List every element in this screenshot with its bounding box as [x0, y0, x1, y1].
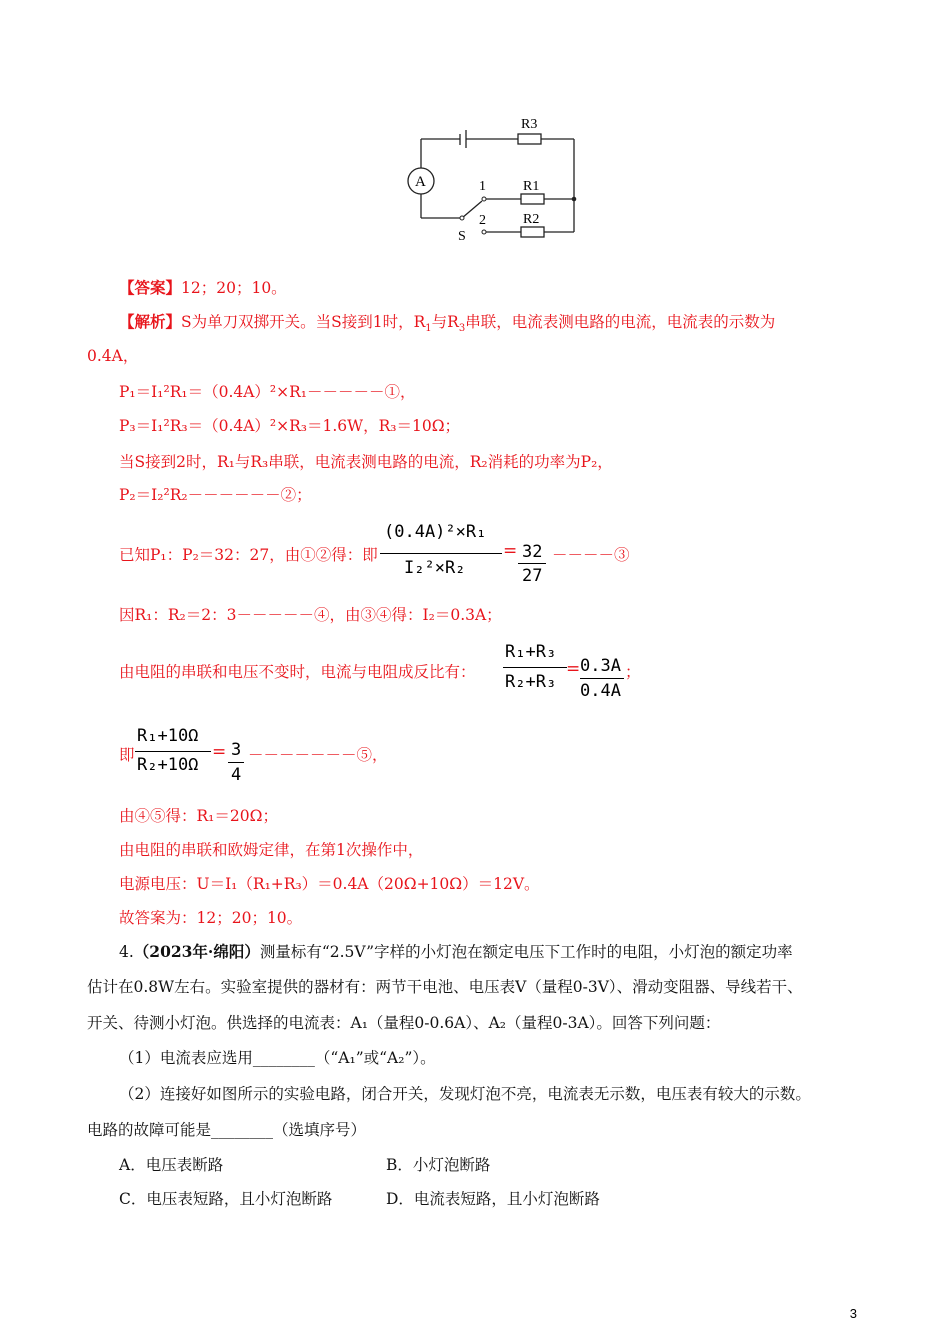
ohm-law-text: 由电阻的串联和欧姆定律，在第1次操作中， — [119, 841, 424, 859]
question4-line2: 估计在0.8W左右。实验室提供的器材有：两节干电池、电压表V（量程0-3V）、滑动变阻器、导线若干、 — [87, 978, 803, 996]
fraction-1-numerator: (0.4A)²×R₁ — [384, 522, 487, 542]
switch-label: S — [458, 229, 466, 243]
ratio-line: 因R₁：R₂＝2：3－－－－－④，由③④得：I₂＝0.3A； — [119, 606, 502, 624]
fraction-2-rhs-bar — [580, 678, 624, 679]
question4-number: 4. — [119, 943, 134, 961]
fraction-1-bar — [380, 553, 502, 554]
fraction-2-suffix: ； — [625, 663, 641, 681]
equals-sign-1: = — [503, 541, 518, 561]
fraction-3-suffix: －－－－－－－⑤， — [248, 746, 388, 764]
question4-sub1: （1）电流表应选用________（“A₁”或“A₂”）。 — [119, 1049, 436, 1067]
fraction-3-denominator: R₂+10Ω — [137, 755, 199, 775]
analysis-intro-b: 与R — [431, 313, 459, 331]
option-a: A．电压表断路 — [119, 1156, 224, 1174]
fraction-2-denominator: R₂+R₃ — [505, 672, 557, 692]
fraction-1-rhs-numerator: 32 — [522, 542, 543, 562]
fraction-2-rhs-numerator: 0.3A — [580, 656, 621, 676]
r3-label: R3 — [521, 117, 538, 132]
fraction-3-bar — [135, 751, 211, 752]
switch-pos1-label: 1 — [479, 179, 486, 194]
r1-label: R1 — [523, 179, 540, 194]
analysis-intro-c: 串联，电流表测电路的电流，电流表的示数为 — [465, 313, 776, 331]
question4-line1-text: 测量标有“2.5V”字样的小灯泡在额定电压下工作时的电阻，小灯泡的额定功率 — [259, 943, 793, 961]
page-number: 3 — [849, 1306, 857, 1321]
answer-text: 12；20；10。 — [181, 279, 287, 297]
option-d: D．电流表短路，且小灯泡断路 — [386, 1190, 600, 1208]
question4-line3: 开关、待测小灯泡。供选择的电流表：A₁（量程0-0.6A）、A₂（量程0-3A）。回答下列问题： — [87, 1014, 721, 1032]
fraction-2-rhs-denominator: 0.4A — [580, 681, 621, 701]
answer-line — [119, 278, 287, 298]
ammeter-label: A — [415, 174, 426, 190]
p2-equation: P₂＝I₂²R₂－－－－－－②； — [119, 486, 312, 504]
fraction-1-denominator: I₂²×R₂ — [404, 558, 466, 578]
fraction-1-rhs-bar — [518, 563, 546, 564]
r1-result: 由④⑤得：R₁＝20Ω； — [119, 807, 278, 825]
fraction-1-suffix: －－－－③ — [552, 546, 630, 564]
analysis-intro-a: S为单刀双掷开关。当S接到1时，R — [181, 313, 426, 331]
question4-sub2b: 电路的故障可能是________（选填序号） — [87, 1121, 367, 1139]
known-ratio-prefix: 已知P₁：P₂＝32：27，由①②得：即 — [119, 546, 378, 564]
fraction-3-rhs-numerator: 3 — [231, 740, 242, 760]
analysis-intro: 【解析】S为单刀双掷开关。当S接到1时，$R_1$与$R_3$串联，电流表测电路的电流，电流表的示数为 — [119, 312, 776, 335]
question4-sub2a: （2）连接好如图所示的实验电路，闭合开关，发现灯泡不亮，电流表无示数，电压表有较大的示数。 — [119, 1085, 811, 1103]
inverse-prefix: 由电阻的串联和电压不变时，电流与电阻成反比有： — [119, 663, 476, 681]
ji-prefix: 即 — [119, 746, 135, 764]
circuit-diagram — [400, 108, 590, 243]
answer-label: 【答案】 — [119, 278, 182, 297]
p3-equation: P₃＝I₁²R₃＝（0.4A）²×R₃＝1.6W，R₃＝10Ω； — [119, 417, 461, 435]
option-c: C．电压表短路，且小灯泡断路 — [119, 1190, 333, 1208]
question4-source: （2023年·绵阳） — [133, 942, 260, 961]
r2-label: R2 — [523, 212, 540, 227]
fraction-3-numerator: R₁+10Ω — [137, 726, 199, 746]
analysis-label: 【解析】 — [119, 312, 182, 331]
analysis-intro-cont: 0.4A， — [87, 347, 139, 365]
fraction-1-rhs-denominator: 27 — [522, 566, 543, 586]
voltage-equation: 电源电压：U＝I₁（R₁+R₃）＝0.4A（20Ω+10Ω）＝12V。 — [119, 875, 540, 893]
case2-text: 当S接到2时，R₁与R₃串联，电流表测电路的电流，R₂消耗的功率为P₂， — [119, 453, 613, 471]
equals-sign-3: = — [212, 742, 227, 762]
equals-sign-2: = — [566, 659, 581, 679]
fraction-2-bar — [503, 667, 567, 668]
question4-line1 — [119, 942, 793, 962]
option-b: B．小灯泡断路 — [386, 1156, 491, 1174]
fraction-3-rhs-denominator: 4 — [231, 765, 242, 785]
fraction-3-rhs-bar — [228, 762, 244, 763]
switch-pos2-label: 2 — [479, 213, 486, 228]
fraction-2-numerator: R₁+R₃ — [505, 642, 557, 662]
final-answer: 故答案为：12；20；10。 — [119, 909, 303, 927]
p1-equation: P₁＝I₁²R₁＝（0.4A）²×R₁－－－－－①， — [119, 383, 416, 401]
